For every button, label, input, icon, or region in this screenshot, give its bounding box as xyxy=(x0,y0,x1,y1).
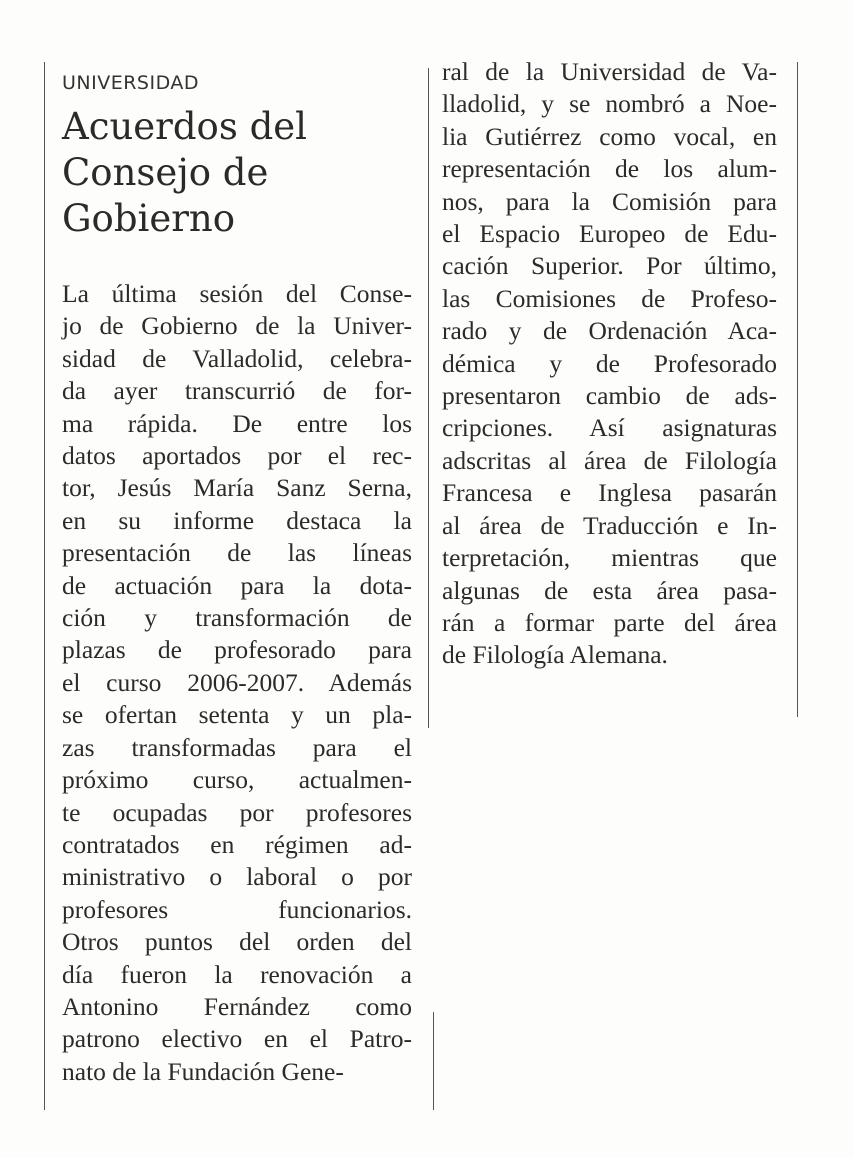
body-text-line: démica y de Profesorado xyxy=(442,348,777,378)
body-text-line: ma rápida. De entre los xyxy=(62,408,412,438)
body-text-line: el Espacio Europeo de Edu- xyxy=(442,219,777,249)
body-text-line: jo de Gobierno de la Univer- xyxy=(62,311,412,341)
body-text-line: cación Superior. Por último, xyxy=(442,251,777,281)
headline xyxy=(62,104,412,242)
body-text-line: se ofertan setenta y un pla- xyxy=(62,700,412,730)
body-text-line: de Filología Alemana. xyxy=(442,640,668,670)
body-text-line: da ayer transcurrió de for- xyxy=(62,376,412,406)
body-text-line: rán a formar parte del área xyxy=(442,607,777,637)
body-text-line: al área de Traducción e In- xyxy=(442,510,777,540)
column-rule-right xyxy=(797,62,798,717)
body-text-line: ción y transformación de xyxy=(62,603,412,633)
body-column-left xyxy=(62,278,412,1088)
body-text-line: en su informe destaca la xyxy=(62,505,412,535)
body-text-line: día fueron la renovación a xyxy=(62,959,412,989)
body-text-line: plazas de profesorado para xyxy=(62,635,412,665)
body-text-line: rado y de Ordenación Aca- xyxy=(442,316,777,346)
body-text-line: adscritas al área de Filología xyxy=(442,445,777,475)
body-text-line: zas transformadas para el xyxy=(62,732,412,762)
body-text-line: presentación de las líneas xyxy=(62,538,412,568)
body-text-line: cripciones. Así asignaturas xyxy=(442,413,777,443)
body-text-line: Otros puntos del orden del xyxy=(62,927,412,957)
column-rule-middle-lower xyxy=(433,1012,434,1110)
body-text-line: terpretación, mientras que xyxy=(442,543,777,573)
body-text-line: lia Gutiérrez como vocal, en xyxy=(442,121,777,151)
body-text-line: datos aportados por el rec- xyxy=(62,441,412,471)
body-text-line: próximo curso, actualmen- xyxy=(62,765,412,795)
body-text-line: Antonino Fernández como xyxy=(62,991,412,1021)
body-text-line: tor, Jesús María Sanz Serna, xyxy=(62,473,412,503)
headline-line: Gobierno xyxy=(62,197,236,240)
body-text-line: patrono electivo en el Patro- xyxy=(62,1024,412,1054)
body-text-line: el curso 2006-2007. Además xyxy=(62,667,412,697)
body-text-line: representación de los alum- xyxy=(442,154,777,184)
body-text-line: ral de la Universidad de Va- xyxy=(442,57,777,86)
body-text-line: lladolid, y se nombró a Noe- xyxy=(442,89,777,119)
body-text-line: de actuación para la dota- xyxy=(62,570,412,600)
body-text-line: nato de la Fundación Gene- xyxy=(62,1056,344,1086)
column-rule-middle xyxy=(428,68,429,728)
body-text-line: La última sesión del Conse- xyxy=(62,279,412,308)
body-text-line: Francesa e Inglesa pasarán xyxy=(442,478,777,508)
headline-line: Consejo de xyxy=(62,151,269,194)
column-rule-left xyxy=(44,62,45,1110)
body-text-line: presentaron cambio de ads- xyxy=(442,381,777,411)
body-text-line: sidad de Valladolid, celebra- xyxy=(62,343,412,373)
body-column-right xyxy=(442,56,777,672)
body-text-line: ministrativo o laboral o por xyxy=(62,862,412,892)
headline-line: Acuerdos del xyxy=(62,105,307,148)
body-text-line: nos, para la Comisión para xyxy=(442,186,777,216)
section-label: UNIVERSIDAD xyxy=(62,72,200,94)
body-text-line: las Comisiones de Profeso- xyxy=(442,283,777,313)
body-text-line: algunas de esta área pasa- xyxy=(442,575,777,605)
body-text-line: te ocupadas por profesores xyxy=(62,797,412,827)
body-text-line: profesores funcionarios. xyxy=(62,894,412,924)
body-text-line: contratados en régimen ad- xyxy=(62,829,412,859)
